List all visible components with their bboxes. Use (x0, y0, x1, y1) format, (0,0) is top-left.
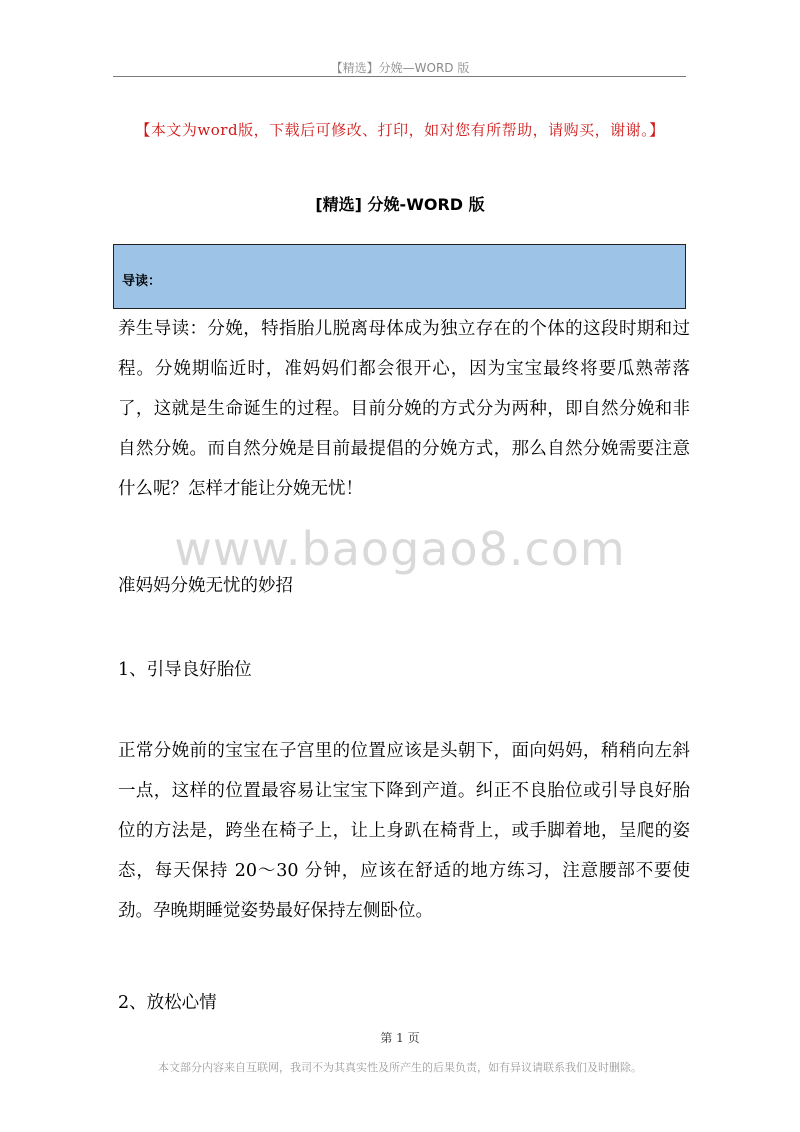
watermark: www.baogao8.com (174, 522, 626, 576)
tip-2-heading: 2、放松心情 (118, 993, 217, 1013)
page-number: 第 1 页 (380, 1031, 420, 1045)
guide-box (113, 244, 686, 309)
footer-disclaimer: 本文部分内容来自互联网，我司不为其真实性及所产生的后果负责，如有异议请联系我们及时删除。 (158, 1061, 642, 1074)
running-header: 【精选】分娩—WORD 版 (330, 61, 470, 75)
intro-paragraph: 养生导读：分娩，特指胎儿脱离母体成为独立存在的个体的这段时期和过程。分娩期临近时，准妈妈们都会很开心，因为宝宝最终将要瓜熟蒂落了，这就是生命诞生的过程。目前分娩的方式分为两种，即自然分娩和非自然分娩。而自然分娩是目前最提倡的分娩方式，那么自然分娩需要注意什么呢？怎样才能让分娩无忧！ (118, 319, 690, 499)
document-title: [精选] 分娩-WORD 版 (315, 195, 485, 214)
purchase-notice: 【本文为word版，下载后可修改、打印，如对您有所帮助，请购买，谢谢。】 (135, 121, 665, 139)
header-divider (113, 76, 686, 77)
section-title: 准妈妈分娩无忧的妙招 (118, 576, 293, 596)
tip-1-heading: 1、引导良好胎位 (118, 660, 252, 680)
guide-label: 导读： (122, 274, 162, 289)
tip-1-body: 正常分娩前的宝宝在子宫里的位置应该是头朝下，面向妈妈，稍稍向左斜一点，这样的位置最容易让宝宝下降到产道。纠正不良胎位或引导良好胎位的方法是，跨坐在椅子上，让上身趴在椅背上，或手脚着地，呈爬的姿态，每天保持 20～30 分钟，应该在舒适的地方练习，注意腰部不要使劲。孕晚期睡觉姿势最好保持左侧卧位。 (118, 741, 690, 921)
